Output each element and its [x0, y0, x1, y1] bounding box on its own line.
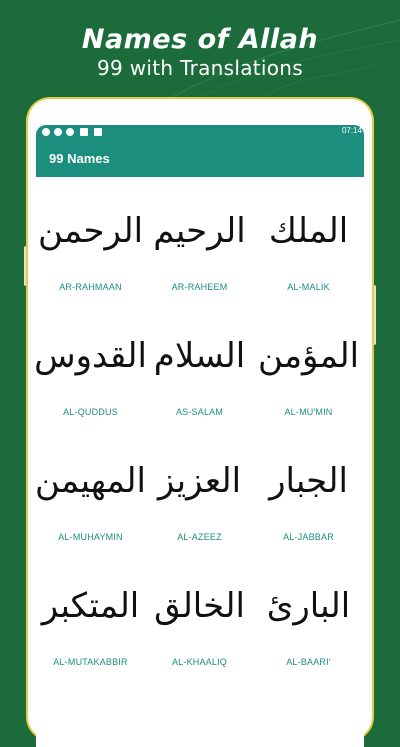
name-card-al-azeez[interactable]: [145, 427, 254, 547]
arabic-calligraphy: الرحيم: [153, 211, 246, 251]
name-card-al-quddus[interactable]: [36, 302, 145, 422]
name-label: AL-MU'MIN: [284, 407, 333, 417]
notification-dot-icon: [66, 128, 74, 136]
arabic-calligraphy: العزيز: [157, 461, 242, 501]
names-grid-container: [36, 177, 364, 747]
app-notification-icon: [94, 128, 102, 136]
promo-title: Names of Allah: [81, 24, 319, 55]
name-card-al-khaaliq[interactable]: [145, 552, 254, 672]
name-label: AR-RAHEEM: [171, 282, 228, 292]
name-label: AR-RAHMAAN: [59, 282, 122, 292]
name-label: AL-MUTAKABBIR: [53, 657, 128, 667]
status-bar: [36, 125, 364, 139]
arabic-calligraphy: الرحمن: [37, 211, 144, 251]
name-label: AS-SALAM: [175, 407, 224, 417]
name-label: AL-BAARI': [286, 657, 331, 667]
name-card-ar-rahmaan[interactable]: [36, 177, 145, 297]
promo-subtitle: 99 with Translations: [97, 56, 303, 80]
name-card-ar-raheem[interactable]: [145, 177, 254, 297]
name-card-al-malik[interactable]: [254, 177, 363, 297]
name-label: AL-AZEEZ: [177, 532, 222, 542]
name-card-as-salam[interactable]: [145, 302, 254, 422]
phone-frame: [28, 99, 372, 739]
notification-dot-icon: [42, 128, 50, 136]
name-label: AL-JABBAR: [283, 532, 334, 542]
name-card-al-muhaymin[interactable]: [36, 427, 145, 547]
notification-dot-icon: [54, 128, 62, 136]
name-label: AL-QUDDUS: [63, 407, 118, 417]
name-card-al-baari[interactable]: [254, 552, 363, 672]
arabic-calligraphy: الملك: [268, 211, 349, 251]
name-label: AL-MALIK: [287, 282, 330, 292]
name-card-al-mumin[interactable]: [254, 302, 363, 422]
arabic-calligraphy: المهيمن: [35, 461, 146, 501]
name-card-al-jabbar[interactable]: [254, 427, 363, 547]
arabic-calligraphy: السلام: [153, 336, 246, 376]
app-bar-title: 99 Names: [49, 151, 110, 166]
name-label: AL-KHAALIQ: [171, 657, 228, 667]
name-label: AL-MUHAYMIN: [58, 532, 123, 542]
arabic-calligraphy: المؤمن: [257, 336, 360, 376]
image-notification-icon: [80, 128, 88, 136]
arabic-calligraphy: البارئ: [266, 586, 351, 626]
arabic-calligraphy: المتكبر: [41, 586, 140, 626]
status-time: 07:14: [341, 126, 362, 135]
app-bar: [36, 139, 364, 177]
arabic-calligraphy: الخالق: [154, 586, 245, 626]
arabic-calligraphy: الجبار: [269, 461, 348, 501]
arabic-calligraphy: القدوس: [34, 336, 147, 376]
name-card-al-mutakabbir[interactable]: [36, 552, 145, 672]
